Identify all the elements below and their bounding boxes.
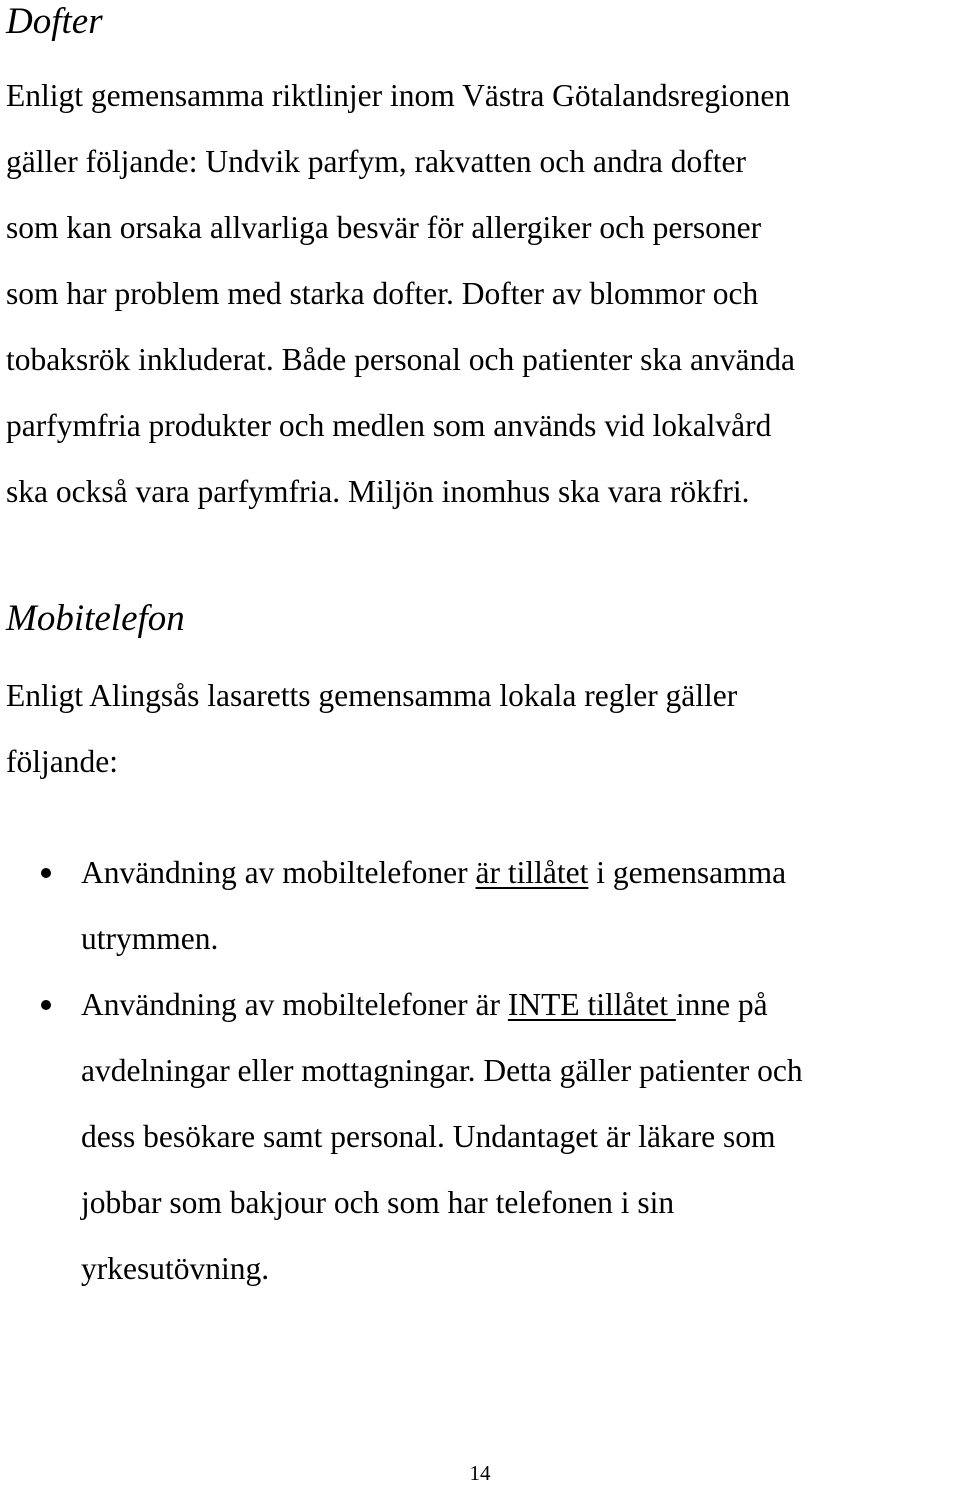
paragraph-line: parfymfria produkter och medlen som används vid lokalvård: [6, 408, 772, 443]
bullet-line: yrkesutövning.: [81, 1251, 270, 1286]
section-paragraph-dofter: [6, 63, 960, 525]
bullet-line: jobbar som bakjour och som har telefonen i sin: [81, 1185, 675, 1220]
paragraph-line: följande:: [6, 744, 118, 779]
bullet-item-allowed: [0, 840, 960, 972]
paragraph-line: som kan orsaka allvarliga besvär för allergiker och personer: [6, 210, 762, 245]
bullet-text: inne på: [675, 987, 768, 1022]
paragraph-line: Enligt Alingsås lasaretts gemensamma lokala regler gäller: [6, 678, 738, 713]
underlined-emphasis: INTE tillåtet: [507, 987, 676, 1022]
underlined-emphasis: är tillåtet: [475, 855, 589, 890]
bullet-line: utrymmen.: [81, 921, 219, 956]
section-heading-dofter: Dofter: [6, 1, 103, 42]
paragraph-line: som har problem med starka dofter. Dofter av blommor och: [6, 276, 759, 311]
section-heading-mobitelefon: Mobitelefon: [6, 598, 185, 639]
page-number: 14: [469, 1461, 491, 1485]
bullet-line: [81, 972, 960, 1038]
bullet-line: avdelningar eller mottagningar. Detta gäller patienter och: [81, 1053, 803, 1088]
paragraph-line: gäller följande: Undvik parfym, rakvatten och andra dofter: [6, 144, 746, 179]
bullet-line: dess besökare samt personal. Undantaget är läkare som: [81, 1119, 776, 1154]
paragraph-line: ska också vara parfymfria. Miljön inomhus ska vara rökfri.: [6, 474, 750, 509]
paragraph-line: tobaksrök inkluderat. Både personal och patienter ska använda: [6, 342, 795, 377]
bullet-text: Användning av mobiltelefoner: [81, 855, 476, 890]
section-paragraph-mobitelefon: [6, 663, 960, 795]
bullet-item-not-allowed: [0, 972, 960, 1302]
bullet-icon: [41, 1000, 51, 1010]
bullet-icon: [41, 868, 51, 878]
rules-bullet-list: [0, 840, 960, 1302]
bullet-line: [81, 840, 960, 906]
bullet-text: Användning av mobiltelefoner är: [81, 987, 508, 1022]
bullet-text: i gemensamma: [588, 855, 787, 890]
paragraph-line: Enligt gemensamma riktlinjer inom Västra Götalandsregionen: [6, 78, 791, 113]
